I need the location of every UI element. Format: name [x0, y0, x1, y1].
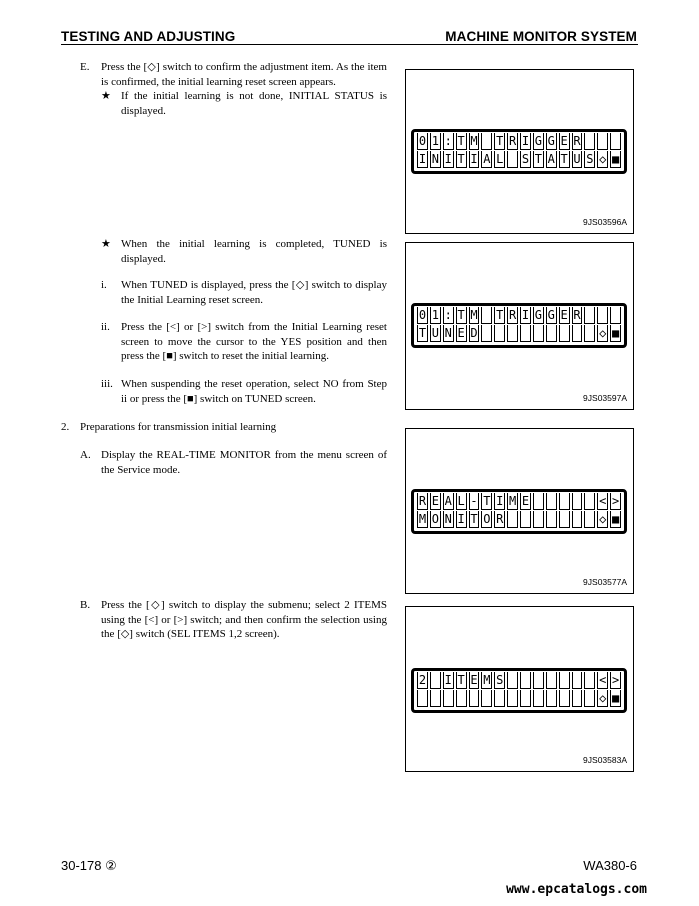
lcd-cell: I	[470, 152, 478, 166]
lcd-cell	[533, 511, 544, 528]
lcd-cell	[572, 493, 583, 510]
lcd-cell	[546, 493, 557, 510]
star-note-2-text: When the initial learning is completed, TUNED is displayed.	[121, 238, 387, 265]
lcd-cell	[559, 493, 570, 510]
lcd-cell	[443, 690, 454, 707]
lcd-cell	[520, 690, 531, 707]
lcd-cell: A	[483, 152, 491, 166]
figure-id: 9JS03596A	[583, 217, 627, 227]
figure-panel-initial-status	[405, 69, 634, 234]
lcd-cell: ◇	[599, 512, 607, 526]
lcd-cell: A	[547, 152, 555, 166]
step-a-mark: A.	[80, 449, 91, 461]
lcd-cell	[546, 690, 557, 707]
figure-id: 9JS03577A	[583, 577, 627, 587]
lcd-cell	[507, 325, 518, 342]
lcd-cell	[481, 133, 492, 150]
lcd-cell: R	[573, 308, 581, 322]
lcd-cell	[520, 325, 531, 342]
lcd-cell	[610, 307, 621, 324]
step-ii-text: Press the [<] or [>] switch from the Initial Learning reset screen to move the cursor to the YES position and then press the [■] switch to reset the initial learning.	[121, 321, 387, 362]
step-i-mark: i.	[101, 279, 107, 291]
lcd-display	[411, 668, 627, 713]
lcd-cell: :	[444, 308, 452, 322]
lcd-cell	[572, 690, 583, 707]
lcd-cell	[520, 672, 531, 689]
lcd-cell	[481, 690, 492, 707]
lcd-cell	[559, 325, 570, 342]
lcd-cell: R	[508, 308, 517, 322]
lcd-cell	[533, 493, 544, 510]
lcd-cell	[481, 325, 492, 342]
section-2-title: Preparations for transmission initial learning	[80, 421, 277, 433]
lcd-cell: S	[521, 152, 530, 166]
lcd-cell: O	[431, 512, 439, 526]
lcd-cell: E	[470, 673, 478, 687]
lcd-cell	[533, 325, 544, 342]
step-i-text: When TUNED is displayed, press the [◇] switch to display the Initial Learning reset screen.	[121, 279, 387, 306]
lcd-cell: T	[483, 494, 491, 508]
step-e-mark: E.	[80, 61, 90, 73]
lcd-cell: T	[496, 308, 504, 322]
lcd-cell: E	[521, 494, 530, 508]
lcd-cell: M	[418, 512, 427, 526]
lcd-cell: T	[534, 152, 542, 166]
figure-id: 9JS03597A	[583, 393, 627, 403]
lcd-cell	[494, 325, 505, 342]
lcd-cell	[494, 690, 505, 707]
lcd-cell: U	[573, 152, 581, 166]
model-code: WA380-6	[583, 858, 637, 873]
lcd-cell	[559, 511, 570, 528]
header-right-title: MACHINE MONITOR SYSTEM	[445, 29, 637, 44]
figure-panel-realtime-monitor	[405, 428, 634, 594]
section-2-mark: 2.	[61, 421, 70, 433]
lcd-cell: D	[470, 326, 478, 340]
lcd-row-2	[416, 690, 622, 707]
lcd-cell: R	[573, 134, 581, 148]
lcd-cell	[572, 672, 583, 689]
lcd-cell	[456, 690, 467, 707]
lcd-cell: T	[457, 152, 465, 166]
lcd-cell: M	[483, 673, 491, 687]
lcd-cell: L	[457, 494, 465, 508]
step-e-text: Press the [◇] switch to confirm the adjustment item. As the item is confirmed, the initial learning reset screen appears.	[101, 61, 387, 88]
lcd-cell	[572, 511, 583, 528]
star-note-1-text: If the initial learning is not done, INITIAL STATUS is displayed.	[121, 90, 387, 117]
figure-panel-tuned	[405, 242, 634, 410]
lcd-cell: R	[496, 512, 504, 526]
lcd-display	[411, 489, 627, 534]
lcd-cell: I	[418, 152, 427, 166]
step-b-text: Press the [◇] switch to display the submenu; select 2 ITEMS using the [<] or [>] switch; and then confirm the selection using the [◇] switch (SEL ITEMS 1,2 screen).	[101, 599, 387, 640]
lcd-cell	[584, 325, 595, 342]
lcd-cell: ◇	[599, 691, 607, 705]
lcd-cell	[584, 511, 595, 528]
lcd-cell: M	[470, 308, 478, 322]
lcd-cell: G	[534, 134, 542, 148]
lcd-cell	[559, 672, 570, 689]
lcd-cell: E	[560, 134, 568, 148]
lcd-row-2	[416, 325, 622, 342]
lcd-cell: T	[560, 152, 568, 166]
step-ii-mark: ii.	[101, 321, 110, 333]
lcd-cell: I	[521, 308, 530, 322]
lcd-cell	[507, 690, 518, 707]
lcd-cell: T	[457, 673, 465, 687]
lcd-cell: I	[444, 152, 452, 166]
lcd-cell: ■	[611, 512, 620, 526]
lcd-cell	[481, 307, 492, 324]
header-left-title: TESTING AND ADJUSTING	[61, 29, 236, 44]
lcd-cell: 2	[418, 673, 427, 687]
lcd-cell: N	[444, 326, 452, 340]
lcd-cell: <	[599, 673, 607, 687]
lcd-cell: G	[547, 308, 555, 322]
page-number: 30-178 ②	[61, 858, 117, 873]
lcd-cell: S	[586, 152, 594, 166]
lcd-cell: T	[457, 308, 465, 322]
lcd-cell: ◇	[599, 152, 607, 166]
step-a-text: Display the REAL-TIME MONITOR from the menu screen of the Service mode.	[101, 449, 387, 476]
lcd-cell	[430, 672, 441, 689]
lcd-cell: O	[483, 512, 491, 526]
lcd-cell	[507, 151, 518, 168]
lcd-cell: E	[457, 326, 465, 340]
lcd-cell: ■	[611, 691, 620, 705]
lcd-cell: 0	[418, 308, 427, 322]
lcd-cell: -	[470, 494, 478, 508]
figure-id: 9JS03583A	[583, 755, 627, 765]
lcd-cell: >	[611, 494, 620, 508]
lcd-cell: 1	[431, 308, 439, 322]
lcd-cell: U	[431, 326, 439, 340]
lcd-cell: ■	[611, 152, 620, 166]
lcd-cell: T	[496, 134, 504, 148]
lcd-cell	[507, 672, 518, 689]
lcd-cell: T	[470, 512, 478, 526]
lcd-cell: R	[418, 494, 427, 508]
lcd-row-2	[416, 511, 622, 528]
lcd-cell: G	[547, 134, 555, 148]
lcd-cell: ◇	[599, 326, 607, 340]
watermark-url: www.epcatalogs.com	[506, 882, 647, 897]
lcd-display	[411, 129, 627, 174]
lcd-row-1	[416, 672, 622, 689]
lcd-cell	[546, 672, 557, 689]
lcd-cell: I	[496, 494, 504, 508]
lcd-cell	[584, 307, 595, 324]
lcd-cell	[546, 325, 557, 342]
lcd-cell: 1	[431, 134, 439, 148]
lcd-cell	[520, 511, 531, 528]
step-iii-text: When suspending the reset operation, select NO from Step ii or press the [■] switch on TUNED screen.	[121, 378, 387, 405]
lcd-cell: E	[431, 494, 439, 508]
star-note-1-mark: ★	[101, 90, 111, 102]
lcd-display	[411, 303, 627, 348]
lcd-cell: <	[599, 494, 607, 508]
lcd-cell: T	[457, 134, 465, 148]
header-rule	[61, 44, 638, 45]
lcd-cell: M	[508, 494, 517, 508]
lcd-cell: A	[444, 494, 452, 508]
lcd-cell: N	[431, 152, 439, 166]
step-b-mark: B.	[80, 599, 91, 611]
lcd-cell	[469, 690, 480, 707]
lcd-cell	[533, 672, 544, 689]
lcd-cell	[507, 511, 518, 528]
lcd-cell	[417, 690, 428, 707]
lcd-cell: G	[534, 308, 542, 322]
lcd-cell: E	[560, 308, 568, 322]
lcd-cell	[584, 493, 595, 510]
lcd-cell	[430, 690, 441, 707]
lcd-cell: R	[508, 134, 517, 148]
lcd-cell	[597, 307, 608, 324]
lcd-row-1	[416, 133, 622, 150]
lcd-cell: ■	[611, 326, 620, 340]
lcd-cell: I	[444, 673, 452, 687]
lcd-cell: S	[496, 673, 504, 687]
lcd-cell	[597, 133, 608, 150]
lcd-cell: N	[444, 512, 452, 526]
lcd-row-1	[416, 493, 622, 510]
lcd-cell: I	[521, 134, 530, 148]
lcd-cell	[546, 511, 557, 528]
lcd-cell: L	[496, 152, 504, 166]
lcd-cell	[584, 672, 595, 689]
lcd-cell: :	[444, 134, 452, 148]
lcd-cell	[584, 133, 595, 150]
lcd-row-1	[416, 307, 622, 324]
step-iii-mark: iii.	[101, 378, 113, 390]
lcd-cell	[572, 325, 583, 342]
lcd-row-2	[416, 151, 622, 168]
lcd-cell	[533, 690, 544, 707]
lcd-cell	[584, 690, 595, 707]
lcd-cell	[610, 133, 621, 150]
lcd-cell: M	[470, 134, 478, 148]
lcd-cell: I	[457, 512, 465, 526]
lcd-cell: T	[418, 326, 427, 340]
star-note-2-mark: ★	[101, 238, 111, 250]
figure-panel-2-items	[405, 606, 634, 772]
lcd-cell	[559, 690, 570, 707]
lcd-cell: 0	[418, 134, 427, 148]
lcd-cell: >	[611, 673, 620, 687]
